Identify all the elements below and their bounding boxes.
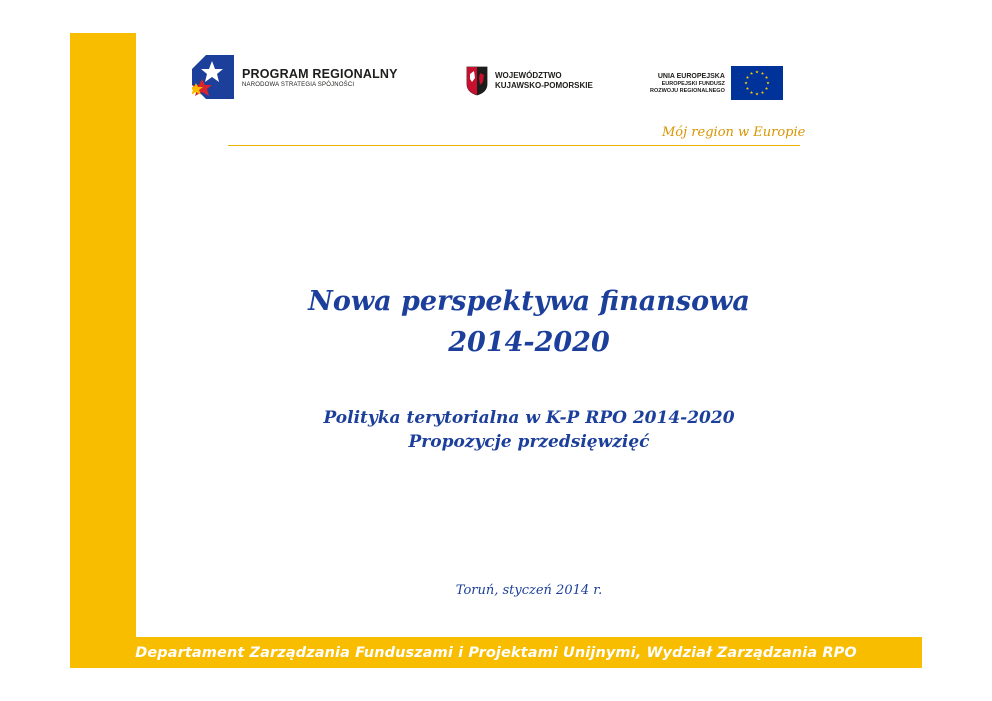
left-accent-bar [70, 33, 136, 668]
header-divider [228, 145, 800, 146]
program-logo-subtitle: NARODOWA STRATEGIA SPÓJNOŚCI [242, 81, 355, 88]
eu-logo-line1: UNIA EUROPEJSKA [657, 72, 725, 80]
program-logo-title: PROGRAM REGIONALNY [242, 66, 398, 81]
footer-text: Departament Zarządzania Funduszami i Projektami Unijnymi, Wydział Zarządzania RPO [135, 644, 857, 661]
main-title-line1: Nowa perspektywa finansowa [308, 286, 750, 317]
subtitle-line1: Polityka terytorialna w K-P RPO 2014-2020 [323, 408, 735, 428]
footer-bar [70, 637, 922, 668]
fundusze-europejskie-logo-icon [192, 55, 234, 99]
eu-flag-icon [731, 66, 783, 100]
motto: Mój region w Europie [662, 125, 806, 140]
region-logo [466, 66, 593, 96]
region-logo-line1: WOJEWÓDZTWO [495, 71, 562, 80]
slide [70, 33, 922, 668]
region-crest-icon [466, 66, 488, 96]
region-logo-line2: KUJAWSKO-POMORSKIE [495, 81, 593, 90]
place-and-date: Toruń, styczeń 2014 r. [455, 583, 603, 598]
program-regionalny-logo [192, 55, 398, 99]
main-title-line2: 2014-2020 [448, 327, 610, 358]
eu-logo [650, 66, 783, 100]
eu-logo-line3: ROZWOJU REGIONALNEGO [650, 87, 725, 94]
subtitle-line2: Propozycje przedsięwzięć [408, 432, 650, 452]
eu-logo-line2: EUROPEJSKI FUNDUSZ [661, 80, 725, 87]
